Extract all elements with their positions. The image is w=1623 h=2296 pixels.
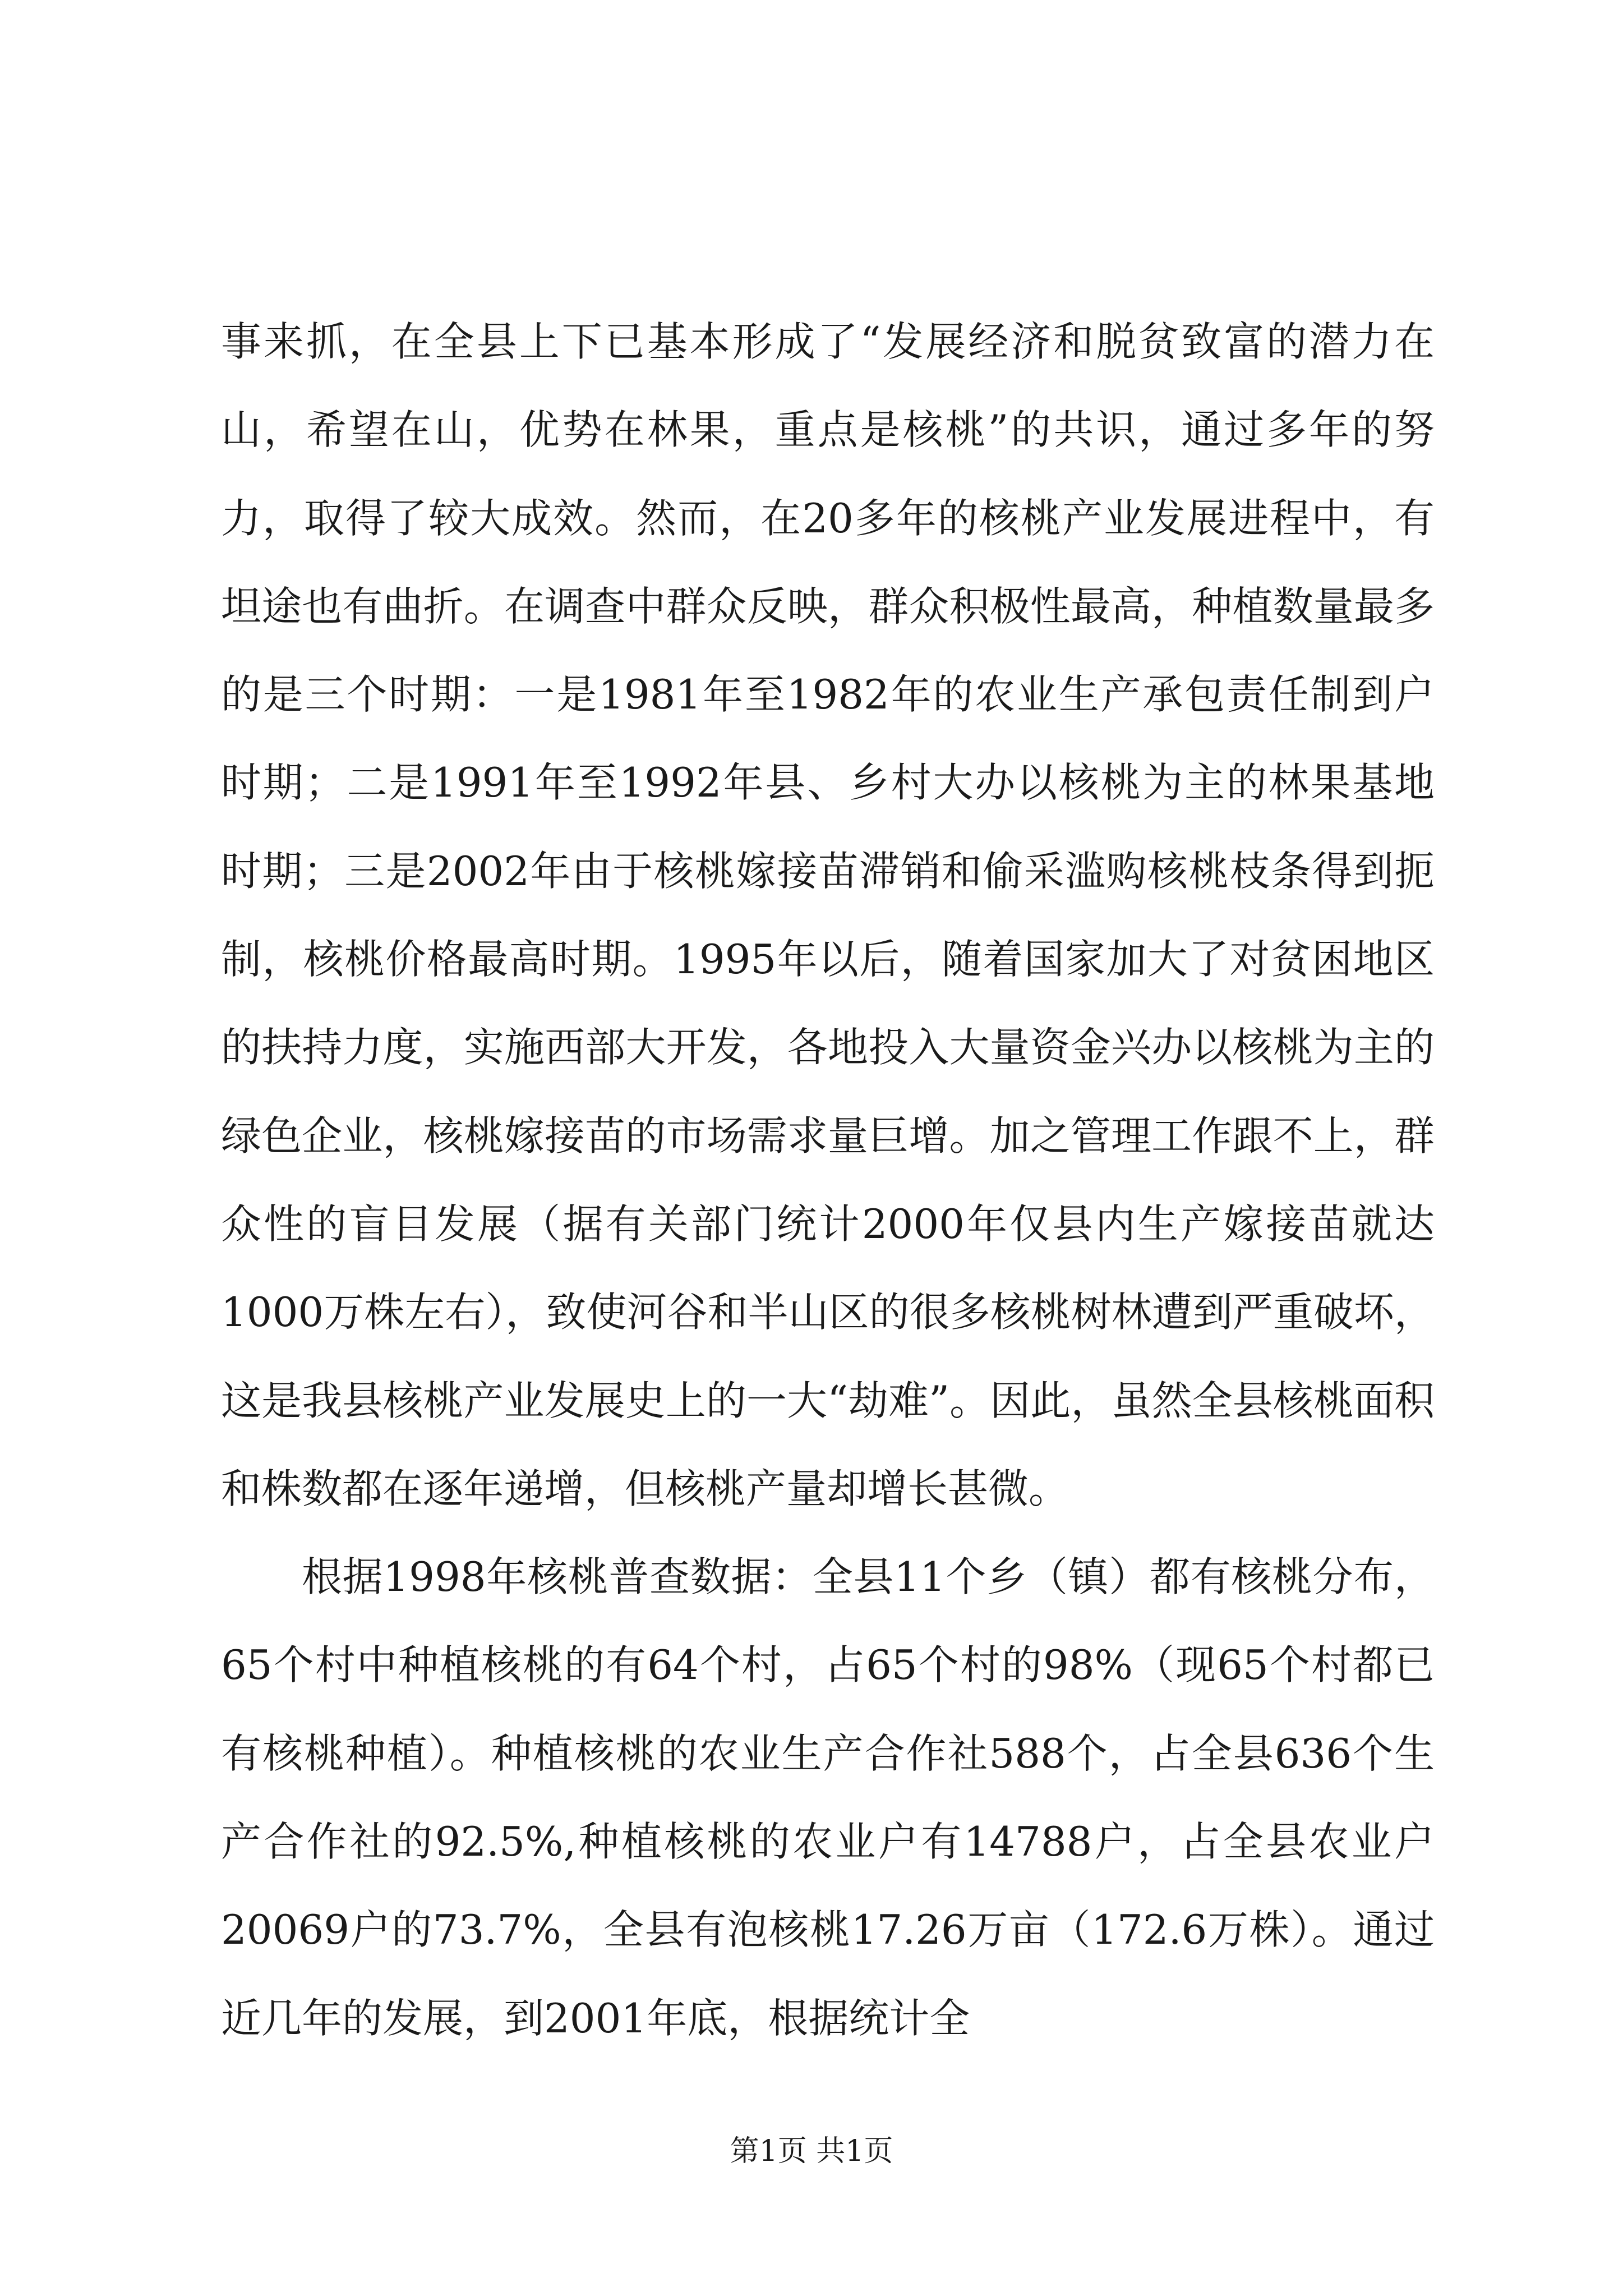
paragraph-survey-data: 根据1998年核桃普查数据：全县11个乡（镇）都有核桃分布，65个村中种植核桃的有64个村，占65个村的98%（现65个村都已有核桃种植）。种植核桃的农业生产合作社588个，占全县636个生产合作社的92.5%,种植核桃的农业户有14788户，占全县农业户20069户的73.7%，全县有泡核桃17.26万亩（172.6万株）。通过近几年的发展，到2001年底，根据统计全 (221, 1553, 1435, 2042)
document-body (221, 298, 1435, 2063)
paragraph-continuation: 事来抓，在全县上下已基本形成了“发展经济和脱贫致富的潜力在山，希望在山，优势在林果，重点是核桃”的共识，通过多年的努力，取得了较大成效。然而，在20多年的核桃产业发展进程中，有坦途也有曲折。在调查中群众反映，群众积极性最高，种植数量最多的是三个时期：一是1981年至1982年的农业生产承包责任制到户时期；二是1991年至1992年县、乡村大办以核桃为主的林果基地时期；三是2002年由于核桃嫁接苗滞销和偷采滥购核桃枝条得到扼制，核桃价格最高时期。1995年以后，随着国家加大了对贫困地区的扶持力度，实施西部大开发，各地投入大量资金兴办以核桃为主的绿色企业，核桃嫁接苗的市场需求量巨增。加之管理工作跟不上，群众性的盲目发展（据有关部门统计2000年仅县内生产嫁接苗就达1000万株左右），致使河谷和半山区的很多核桃树林遭到严重破坏，这是我县核桃产业发展史上的一大“劫难”。因此，虽然全县核桃面积和株数都在逐年递增，但核桃产量却增长甚微。 (221, 318, 1435, 1512)
page-footer: 第1页 共1页 (730, 2134, 893, 2168)
